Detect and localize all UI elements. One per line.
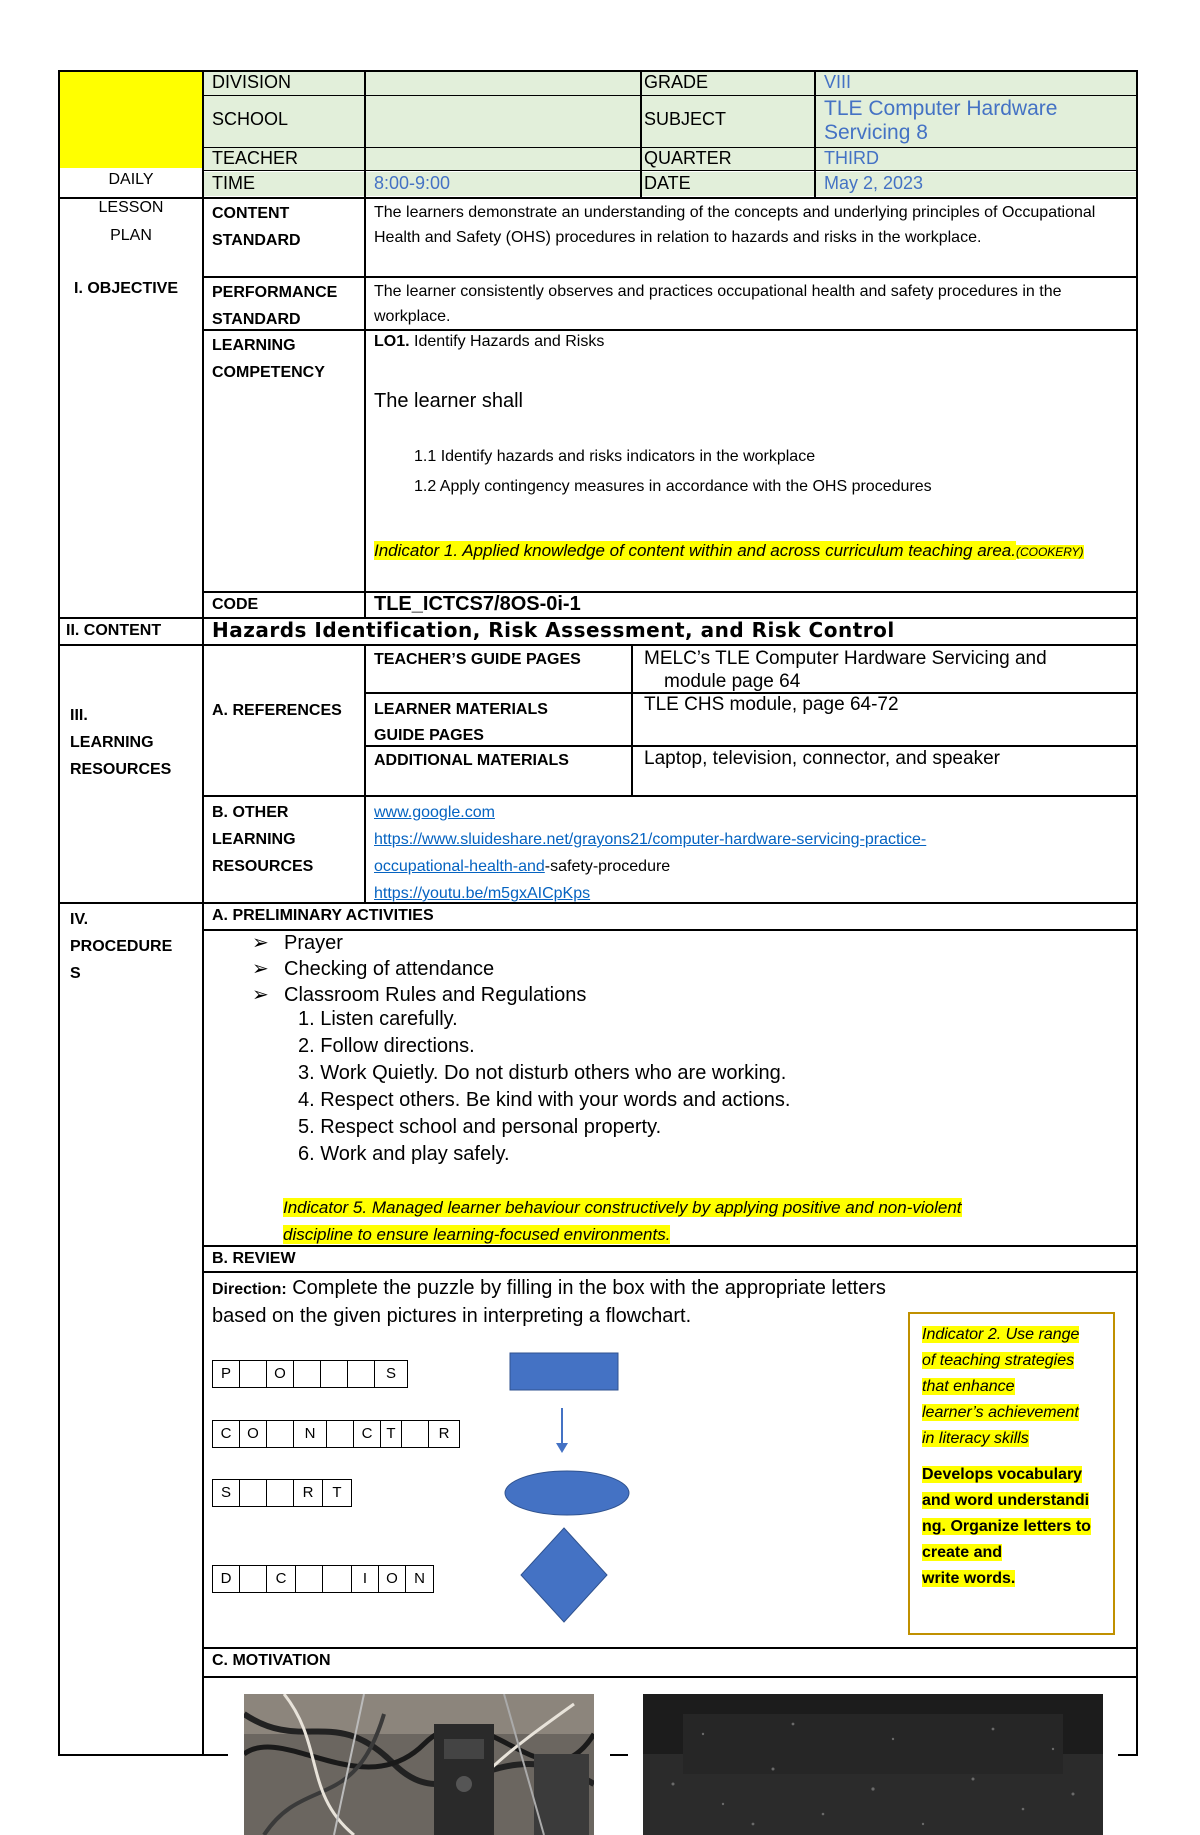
preliminary-bullets [252,930,586,1008]
classroom-rules [298,1006,790,1168]
lm-value: TLE CHS module, page 64-72 [644,694,899,715]
review-label: B. REVIEW [212,1250,296,1267]
puzzle-row-2 [212,1420,460,1448]
grade-value: VIII [824,72,852,92]
link-youtube[interactable]: https://youtu.be/m5gxAICpKps [374,885,591,902]
learning-competency-label: LEARNING COMPETENCY [212,337,325,381]
process-rectangle-shape [510,1353,618,1390]
school-label: SCHOOL [212,109,289,129]
subject-label: SUBJECT [644,109,727,129]
puzzle-cell[interactable]: S [374,1360,408,1388]
rule-item: 2. Follow directions. [298,1035,475,1057]
puzzle-cell[interactable] [266,1479,294,1507]
puzzle-cell[interactable]: O [266,1360,294,1388]
indicator-5: Indicator 5. Managed learner behaviour constructively by applying positive and non-violent discipline to ensure learning-focused environments. [283,1198,962,1244]
rule-item: 5. Respect school and personal property. [298,1116,662,1138]
competency-item-2: 1.2 Apply contingency measures in accordance with the OHS procedures [414,478,932,495]
puzzle-cell[interactable]: I [351,1565,379,1593]
bullet-item: ➢ Checking of attendance [252,958,495,980]
competency-item-1: 1.1 Identify hazards and risks indicators in the workplace [414,448,816,465]
objective-section-label: I. OBJECTIVE [74,280,179,297]
bullet-item: ➢ Prayer [252,932,343,954]
procedures-section-label: IV. PROCEDURE S [70,911,173,982]
develops-vocabulary: Develops vocabulary and word understandi ng. Organize letters to create and write words. [922,1466,1091,1587]
date-value: May 2, 2023 [824,173,924,193]
rule-item: 1. Listen carefully. [298,1008,458,1030]
puzzle-cell[interactable]: R [293,1479,323,1507]
puzzle-cell[interactable] [326,1420,354,1448]
link-slideshare-cont[interactable]: occupational-health-and [374,858,545,875]
am-label: ADDITIONAL MATERIALS [374,752,569,769]
performance-standard-label: PERFORMANCE STANDARD [212,284,338,328]
puzzle-row-4 [212,1565,434,1593]
puzzle-cell[interactable]: T [380,1420,402,1448]
puzzle-cell[interactable] [401,1420,429,1448]
rule-item: 6. Work and play safely. [298,1143,510,1165]
puzzle-cell[interactable]: O [378,1565,406,1593]
puzzle-cell[interactable]: S [212,1479,240,1507]
puzzle-cell[interactable]: N [405,1565,434,1593]
puzzle-cell[interactable]: N [293,1420,327,1448]
review-direction: Direction: Complete the puzzle by filling in the box with the appropriate letters based on the given pictures in interpreting a flowchart. [212,1277,886,1327]
am-value: Laptop, television, connector, and speaker [644,748,1000,769]
puzzle-cell[interactable]: T [322,1479,352,1507]
learner-shall: The learner shall [374,390,523,412]
code-label: CODE [212,596,259,613]
bullet-item: ➢ Classroom Rules and Regulations [252,984,587,1006]
motivation-label: C. MOTIVATION [212,1652,331,1669]
teacher-label: TEACHER [212,148,299,168]
rule-item: 4. Respect others. Be kind with your words and actions. [298,1089,791,1111]
references-label: A. REFERENCES [212,702,342,719]
tg-value: MELC’s TLE Computer Hardware Servicing and module page 64 [644,648,1047,692]
puzzle-row-1 [212,1360,408,1388]
puzzle-cell[interactable]: C [266,1565,296,1593]
tg-label: TEACHER’S GUIDE PAGES [374,651,581,668]
puzzle-cell[interactable]: O [239,1420,267,1448]
puzzle-row-3 [212,1479,352,1507]
lm-label: LEARNER MATERIALS GUIDE PAGES [374,701,548,744]
preliminary-label: A. PRELIMINARY ACTIVITIES [212,907,434,924]
puzzle-cell[interactable] [239,1360,267,1388]
division-label: DIVISION [212,72,292,92]
grade-label: GRADE [644,72,709,92]
performance-standard-text: The learner consistently observes and practices occupational health and safety procedures in the workplace. [374,283,1062,325]
other-resources-label: B. OTHER LEARNING RESOURCES [212,804,314,875]
resources-section-label: III. LEARNING RESOURCES [70,707,172,778]
time-label: TIME [212,173,255,193]
puzzle-cell[interactable]: P [212,1360,240,1388]
plan-title: DAILY LESSON PLAN [98,171,164,244]
time-value: 8:00-9:00 [374,173,451,193]
puzzle-cell[interactable] [293,1360,321,1388]
arrow-head-icon [556,1443,568,1453]
quarter-label: QUARTER [644,148,732,168]
other-resources-links: www.google.com https://www.sluideshare.net/grayons21/computer-hardware-servicing-practice- occupational-health-and-safety-procedure https://youtu.be/m5gxAICpKps [374,804,927,902]
decision-diamond-shape [521,1528,607,1622]
code-value: TLE_ICTCS7/8OS-0i-1 [374,593,581,615]
content-standard-label: CONTENT STANDARD [212,205,301,249]
puzzle-cell[interactable] [295,1565,323,1593]
puzzle-cell[interactable]: R [428,1420,460,1448]
lo-line: LO1. Identify Hazards and Risks [374,333,605,350]
content-title: Hazards Identification, Risk Assessment, and Risk Control [212,618,895,642]
puzzle-cell[interactable] [239,1479,267,1507]
date-label: DATE [644,173,691,193]
content-standard-text: The learners demonstrate an understanding of the concepts and underlying principles of Occupational Health and Safety (OHS) procedures in relation to hazards and risks in the workplace. [374,204,1096,246]
link-slideshare[interactable]: https://www.sluideshare.net/grayons21/computer-hardware-servicing-practice- [374,831,927,848]
rule-item: 3. Work Quietly. Do not disturb others who are working. [298,1062,787,1084]
indicator-1: Indicator 1. Applied knowledge of content within and across curriculum teaching area.(COOKERY) [374,541,1084,560]
puzzle-cell[interactable] [239,1565,267,1593]
dark-room-image [643,1694,1103,1835]
messy-cables-image [244,1694,594,1835]
puzzle-cell[interactable]: C [353,1420,381,1448]
link-google[interactable]: www.google.com [374,804,495,821]
puzzle-cell[interactable] [320,1360,348,1388]
subject-value: TLE Computer Hardware Servicing 8 [824,97,1058,144]
puzzle-cell[interactable] [347,1360,375,1388]
puzzle-cell[interactable]: D [212,1565,240,1593]
quarter-value: THIRD [824,148,879,168]
terminal-ellipse-shape [505,1471,629,1515]
puzzle-cell[interactable] [322,1565,352,1593]
flowchart-shapes [500,1345,650,1635]
indicator-2: Indicator 2. Use range of teaching strategies that enhance learner’s achievement in literacy skills [922,1326,1080,1447]
yellow-logo-box [60,71,202,168]
puzzle-cell[interactable]: C [212,1420,240,1448]
puzzle-cell[interactable] [266,1420,294,1448]
content-section-label: II. CONTENT [66,622,162,639]
